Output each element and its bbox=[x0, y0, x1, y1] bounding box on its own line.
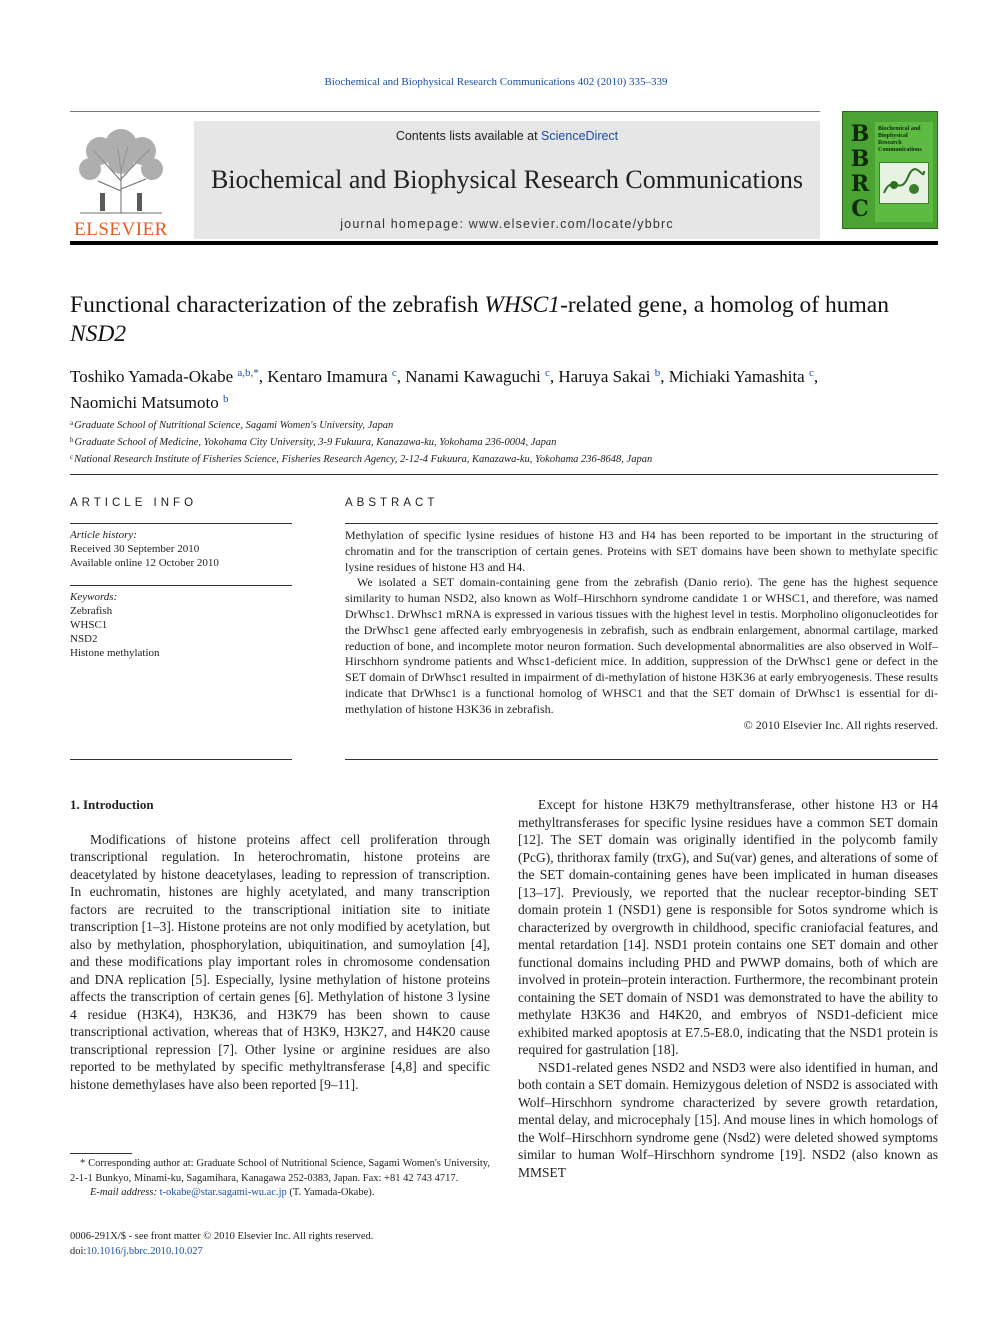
keyword: Histone methylation bbox=[70, 647, 160, 659]
journal-homepage[interactable]: journal homepage: www.elsevier.com/locate/ybbrc bbox=[340, 217, 674, 231]
elsevier-tree-icon bbox=[70, 121, 172, 216]
front-matter bbox=[70, 1230, 490, 1259]
body-paragraph: Except for histone H3K79 methyltransferase, other histone H3 or H4 methyltransferases for specific lysine residues have a common SET domain [12]. The SET domain was originally identified in the polycomb family (PcG), thrithorax family (trxG), and Su(var) genes, and alterations of some of the SET domain-containing genes have been implicated in human diseases [13–17]. Previously, we reported that the nuclear receptor-binding SET domain protein 1 (NSD1) gene is responsible for Sotos syndrome which is characterized by overgrowth in childhood, specific craniofacial features, and mental retardation [14]. NSD1 protein contains one SET domain and other functional domains including PHD and PWWP domains, both of which are involved in protein–protein interaction. Furthermore, the recombinant protein containing the SET domain of NSD1 was demonstrated to have the ability to methylate H3K36 and H4K20, and embryos of NSD1-deficient mice exhibited marked apoptosis at E7.5-E8.0, indicating that the NSD1 protein is required for gastrulation [18]. bbox=[518, 797, 938, 1057]
journal-masthead bbox=[70, 111, 938, 244]
keywords-label: Keywords: bbox=[70, 591, 118, 603]
section-heading-introduction: 1. Introduction bbox=[70, 797, 154, 812]
author-affiliation-link[interactable]: b bbox=[654, 367, 661, 379]
article-history bbox=[70, 528, 292, 570]
body-paragraph: NSD1-related genes NSD2 and NSD3 were also identified in human, and both contain a SET domain. Hemizygous deletion of NSD2 is associated with Wolf–Hirschhorn syndrome characterized by severe growth retardation, mental delay, and microcephaly [15]. And mouse lines in which homologs of the Wolf–Hirschhorn syndrome gene (Nsd2) were deleted showed symptoms similar to human Wolf–Hirschhorn syndrome [19]. NSD2 (also known as MMSET bbox=[518, 1059, 938, 1180]
abstract-paragraph: Methylation of specific lysine residues of histone H3 and H4 has been reported to be important in the structuring of chromatin and for the transcription of certain genes. Proteins with SET domains have been shown to methylate specific lysine residues of histone H3 and H4. bbox=[345, 528, 938, 574]
author-name: Nanami Kawaguchi bbox=[405, 367, 541, 386]
email-suffix: (T. Yamada-Okabe). bbox=[286, 1187, 375, 1198]
title-part: Functional characterization of the zebrafish bbox=[70, 292, 485, 318]
author-name: Haruya Sakai bbox=[558, 367, 651, 386]
email-label: E-mail address: bbox=[90, 1187, 160, 1198]
body-column-left bbox=[70, 796, 490, 1093]
abstract-heading: ABSTRACT bbox=[345, 497, 439, 509]
masthead-top-rule bbox=[70, 111, 820, 112]
cover-small-title: Biochemical and Biophysical Research Communications bbox=[878, 126, 922, 153]
corresponding-author-note: * Corresponding author at: Graduate School of Nutritional Science, Sagami Women's University, 2-1-1 Bunkyo, Minami-ku, Sagamihara, Kanagawa 252-0383, Japan. Fax: +81 42 743 4717. bbox=[70, 1158, 490, 1184]
issn-line: 0006-291X/$ - see front matter © 2010 Elsevier Inc. All rights reserved. bbox=[70, 1231, 374, 1242]
abstract-copyright: © 2010 Elsevier Inc. All rights reserved. bbox=[743, 717, 938, 732]
author-affiliation-link[interactable]: a,b,* bbox=[237, 367, 259, 379]
article-info-rule bbox=[70, 585, 292, 586]
affiliation-text: Graduate School of Medicine, Yokohama City University, 3-9 Fukuura, Kanazawa-ku, Yokohama 236-0004, Japan bbox=[74, 437, 557, 448]
journal-cover bbox=[842, 111, 938, 229]
cover-letter: B bbox=[850, 146, 870, 172]
affiliation bbox=[70, 433, 938, 450]
title-part: -related gene, a homolog of human bbox=[560, 292, 889, 318]
journal-title: Biochemical and Biophysical Research Communications bbox=[210, 165, 804, 194]
history-label: Article history: bbox=[70, 529, 137, 541]
author-affiliation-link[interactable]: c bbox=[545, 367, 550, 379]
title-gene: WHSC1 bbox=[484, 292, 561, 318]
keyword: NSD2 bbox=[70, 633, 98, 645]
journal-citation[interactable]: Biochemical and Biophysical Research Communications 402 (2010) 335–339 bbox=[324, 76, 668, 88]
cover-art-icon bbox=[880, 163, 928, 203]
affiliation-text: National Research Institute of Fisheries Science, Fisheries Research Agency, 2-12-4 Fukuura, Kanazawa-ku, Yokohama 236-8648, Japan bbox=[74, 454, 653, 465]
article-title bbox=[70, 291, 938, 349]
cover-illustration bbox=[879, 162, 929, 204]
cover-letter: B bbox=[850, 121, 870, 147]
keyword: WHSC1 bbox=[70, 619, 108, 631]
cover-letter: R bbox=[850, 171, 870, 197]
abstract-body bbox=[345, 528, 938, 733]
title-gene: NSD2 bbox=[70, 321, 127, 347]
cover-panel bbox=[875, 122, 933, 222]
email-note bbox=[70, 1186, 490, 1201]
doi-label: doi: bbox=[70, 1245, 87, 1257]
abstract-paragraph: We isolated a SET domain-containing gene from the zebrafish (Danio rerio). The gene has the highest sequence similarity to human NSD2, also known as Wolf–Hirschhorn syndrome candidate 1 or WHSC1, and therefore, was named DrWhsc1. DrWhsc1 mRNA is expressed in various tissues with the highest level in testis. Morpholino oligonucleotides for the DrWhsc1 gene affected early embryogenesis in zebrafish, such as endbrain enlargement, abnormal cartilage, marked reduction of bone, and incomplete motor neuron formation. Such developmental abnormalities are also observed in Wolf–Hirschhorn syndrome patients and Whsc1-deficient mice. In addition, suppression of the DrWhsc1 gene or defect in the SET domain of DrWhsc1 resulted in impairment of di-methylation of histone H3K36 at early embryogenesis. These results indicate that DrWhsc1 is a functional homolog of WHSC1 and that the SET domain of DrWhsc1 is essential for di-methylation of histone H3K36 in zebrafish. bbox=[345, 575, 938, 716]
contents-prefix: Contents lists available at bbox=[395, 129, 542, 143]
author-affiliation-link[interactable]: c bbox=[391, 367, 397, 379]
sciencedirect-link[interactable]: ScienceDirect bbox=[541, 129, 619, 143]
email-link[interactable]: t-okabe@star.sagami-wu.ac.jp bbox=[159, 1187, 287, 1198]
abstract-rule bbox=[345, 523, 938, 524]
doi-link[interactable]: 10.1016/j.bbrc.2010.10.027 bbox=[86, 1245, 203, 1257]
author-name: Michiaki Yamashita bbox=[668, 367, 805, 386]
header-divider bbox=[70, 474, 938, 475]
keywords-block bbox=[70, 590, 292, 660]
affiliation bbox=[70, 416, 938, 433]
article-info-rule bbox=[70, 523, 292, 524]
affiliation-text: Graduate School of Nutritional Science, Sagami Women's University, Japan bbox=[74, 420, 394, 431]
keyword: Zebrafish bbox=[70, 605, 113, 617]
author-name: Naomichi Matsumoto bbox=[70, 393, 219, 412]
author-affiliation-link[interactable]: b bbox=[222, 393, 229, 405]
contents-line bbox=[194, 129, 820, 143]
article-info-heading: ARTICLE INFO bbox=[70, 497, 198, 509]
online-date: Available online 12 October 2010 bbox=[70, 557, 219, 569]
masthead-bottom-rule bbox=[70, 241, 938, 245]
elsevier-logo bbox=[70, 121, 172, 241]
author-list: Toshiko Yamada-Okabe $^{a,b,*}$, Kentaro Imamura $^c$, Nanami Kawaguchi $^c$, Haruya Sakai $^b$, Michiaki Yamashita $^c$, Naomichi Matsumoto $^b$ bbox=[70, 367, 819, 412]
affiliation-list bbox=[70, 416, 938, 467]
article-info-rule bbox=[70, 759, 292, 760]
affiliation bbox=[70, 450, 938, 467]
affiliation-key: c bbox=[70, 453, 74, 461]
author-name: Kentaro Imamura bbox=[267, 367, 388, 386]
body-column-right bbox=[518, 796, 938, 1181]
cover-letters bbox=[847, 122, 873, 222]
affiliation-key: b bbox=[70, 436, 74, 444]
cover-letter: C bbox=[851, 196, 869, 222]
footnotes bbox=[70, 1157, 490, 1201]
author-name: Toshiko Yamada-Okabe bbox=[70, 367, 234, 386]
elsevier-wordmark: ELSEVIER bbox=[74, 219, 168, 240]
journal-band bbox=[194, 121, 820, 239]
author-affiliation-link[interactable]: c bbox=[808, 367, 814, 379]
doi-line bbox=[70, 1245, 490, 1260]
body-paragraph: Modifications of histone proteins affect cell proliferation through transcriptional regulation. In heterochromatin, histone proteins are deacetylated by histone deacetylases, leading to repression of transcription. In euchromatin, histones are highly acetylated, and many transcription factors are recruited to the transcriptional initiation site to initiate transcription [1–3]. Histone proteins are not only modified by acetylation, but also by methylation, phosphorylation, ubiquitination, and sumoylation [4], and these modifications play important roles in chromosome condensation and DNA replication [5]. Especially, lysine methylation of histone proteins affects the transcription of certain genes [6]. Methylation of histone 3 lysine 4 residue (H3K4), H3K36, and H3K79 has been shown to cause transcriptional activation, whereas that of H3K9, H3K27, and H4K20 cause transcriptional repression [7]. Other lysine or arginine residues are also reported to be methylated by specific methyltransferase [4,8] and specific histone demethylases have also been reported [9–11]. bbox=[70, 831, 490, 1092]
footnote-rule bbox=[70, 1153, 132, 1154]
affiliation-key: a bbox=[70, 419, 74, 427]
received-date: Received 30 September 2010 bbox=[70, 543, 200, 555]
abstract-rule bbox=[345, 759, 938, 760]
